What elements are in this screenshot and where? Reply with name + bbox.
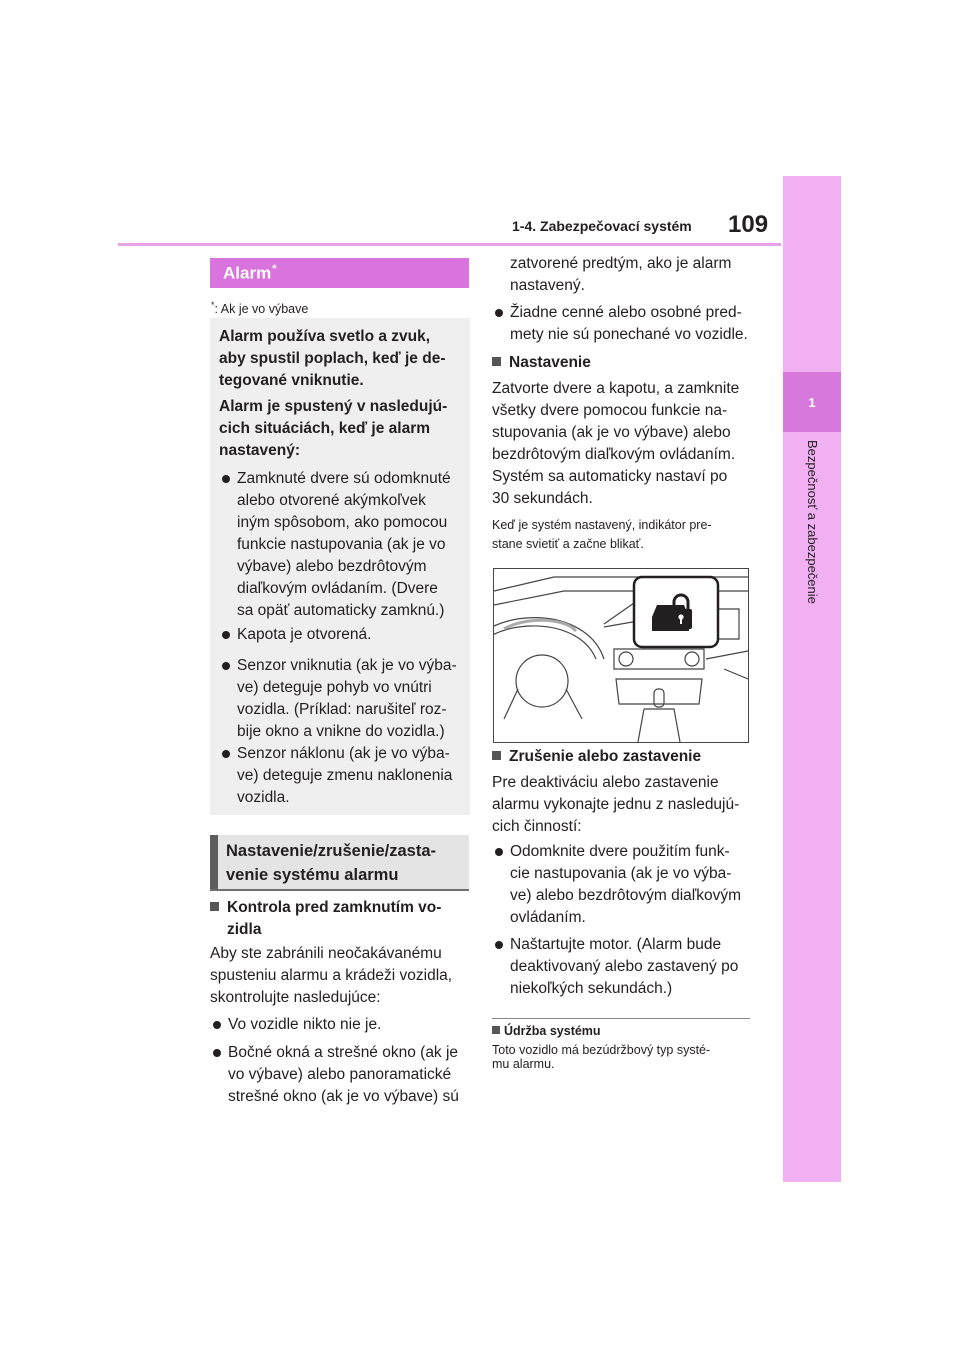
- alarm-intro: Alarm používa svetlo a zvuk, aby spustil poplach, keď je de- tegované vniknutie.: [219, 328, 446, 389]
- footnote: *: Ak je vo výbave: [211, 300, 309, 317]
- check-intro: Aby ste zabránili neočakávanému spusteniu alarmu a krádeži vozidla, skontrolujte nasledujúce:: [210, 945, 453, 1006]
- dashboard-drawing: [494, 569, 748, 742]
- list-item: Senzor náklonu (ak je vo výba- ve) deteguje zmenu naklonenia vozidla.: [237, 743, 452, 809]
- bullet-icon: [495, 848, 503, 856]
- section-rule: [210, 889, 469, 891]
- chapter-number: 1: [783, 372, 841, 432]
- bullet-icon: [222, 475, 230, 483]
- section-title-bar: [210, 835, 469, 889]
- note-divider: [492, 1018, 750, 1019]
- running-header-section: 1-4. Zabezpečovací systém: [512, 218, 692, 234]
- square-bullet-icon: [492, 1026, 500, 1034]
- maintenance-heading: Údržba systému: [492, 1022, 601, 1041]
- section-title: Nastavenie/zrušenie/zasta- venie systému alarmu: [226, 842, 437, 884]
- list-item: Kapota je otvorená.: [237, 624, 371, 646]
- header-rule: [118, 243, 781, 246]
- chapter-title: Bezpečnosť a zabezpečenie: [805, 440, 820, 604]
- maintenance-body: Toto vozidlo má bezúdržbový typ systé- mu alarmu.: [492, 1043, 711, 1071]
- list-item: Vo vozidle nikto nie je.: [228, 1014, 381, 1036]
- bullet-icon: [222, 631, 230, 639]
- setting-note: Keď je systém nastavený, indikátor pre- stane svietiť a začne blikať.: [492, 518, 712, 551]
- bullet-icon: [222, 662, 230, 670]
- square-bullet-icon: [210, 902, 219, 911]
- alarm-section-title: [210, 258, 469, 288]
- cancel-heading: Zrušenie alebo zastavenie: [492, 746, 701, 768]
- bullet-icon: [222, 750, 230, 758]
- setting-heading: Nastavenie: [492, 352, 591, 374]
- cancel-intro: Pre deaktiváciu alebo zastavenie alarmu vykonajte jednu z nasledujú- cich činností:: [492, 774, 740, 835]
- chapter-title-tab: [783, 436, 841, 636]
- bullet-icon: [495, 941, 503, 949]
- bullet-icon: [495, 309, 503, 317]
- bullet-icon: [213, 1021, 221, 1029]
- square-bullet-icon: [492, 357, 501, 366]
- dashboard-illustration: [493, 568, 749, 743]
- alarm-trigger-intro: Alarm je spustený v nasledujú- cich situáciách, keď je alarm nastavený:: [219, 398, 448, 459]
- list-item: Odomknite dvere použitím funk- cie nastupovania (ak je vo výba- ve) alebo bezdrôtovým diaľkovým ovládaním.: [510, 841, 741, 929]
- list-item: Bočné okná a strešné okno (ak je vo výbave) alebo panoramatické strešné okno (ak je vo výbave) sú: [228, 1042, 459, 1108]
- check-heading: Kontrola pred zamknutím vo- zidla: [210, 897, 441, 941]
- chapter-tab: [783, 176, 841, 1182]
- alarm-title-text: Alarm*: [223, 262, 277, 283]
- setting-body: Zatvorte dvere a kapotu, a zamknite všetky dvere pomocou funkcie na- stupovania (ak je vo výbave) alebo bezdrôtovým diaľkovým ovládaním. Systém sa automaticky nastaví po 30 sekundách.: [492, 380, 740, 507]
- list-item: Naštartujte motor. (Alarm bude deaktivovaný alebo zastavený po niekoľkých sekundách.): [510, 934, 738, 1000]
- list-item: Žiadne cenné alebo osobné pred- mety nie sú ponechané vo vozidle.: [510, 302, 748, 346]
- list-item: Senzor vniknutia (ak je vo výba- ve) deteguje pohyb vo vnútri vozidla. (Príklad: narušiteľ roz- bije okno a vnikne do vozidla.): [237, 655, 457, 743]
- list-item: Zamknuté dvere sú odomknuté alebo otvorené akýmkoľvek iným spôsobom, ako pomocou funkcie nastupovania (ak je vo výbave) alebo bezdrôtovým diaľkovým ovládaním. (Dvere sa opäť automaticky zamknú.): [237, 468, 451, 622]
- page-number: 109: [728, 211, 769, 238]
- list-item-continued: zatvorené predtým, ako je alarm nastavený.: [510, 255, 732, 294]
- bullet-icon: [213, 1049, 221, 1057]
- square-bullet-icon: [492, 751, 501, 760]
